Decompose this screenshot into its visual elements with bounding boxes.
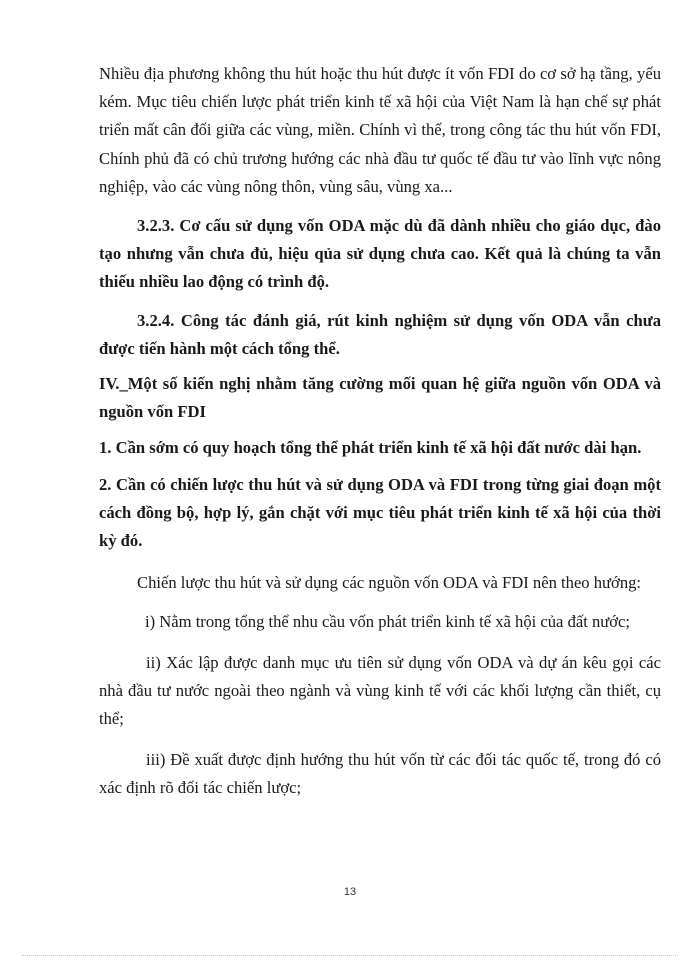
strategy-intro-paragraph: Chiến lược thu hút và sử dụng các nguồn vốn ODA và FDI nên theo hướng: — [137, 573, 642, 593]
page-number: 13 — [343, 886, 357, 898]
page-bottom-divider — [22, 955, 678, 956]
page-body — [99, 60, 661, 803]
section-3-2-3: 3.2.3. Cơ cấu sử dụng vốn ODA mặc dù đã dành nhiều cho giáo dục, đào tạo nhưng vẫn chưa đủ, hiệu qủa sử dụng chưa cao. Kết quả là chúng ta vẫn thiếu nhiều lao động có trình độ. — [99, 216, 661, 292]
recommendation-1: 1. Cần sớm có quy hoạch tổng thể phát triển kinh tế xã hội đất nước dài hạn. — [99, 438, 642, 458]
strategy-item-i: i) Nằm trong tổng thể nhu cầu vốn phát triển kinh tế xã hội của đất nước; — [145, 612, 631, 632]
heading-section-iv: IV._Một số kiến nghị nhằm tăng cường mối quan hệ giữa nguồn vốn ODA và nguồn vốn FDI — [99, 374, 661, 422]
section-3-2-4: 3.2.4. Công tác đánh giá, rút kinh nghiệm sử dụng vốn ODA vẫn chưa được tiến hành một cách tổng thể. — [99, 310, 661, 358]
strategy-item-ii: ii) Xác lập được danh mục ưu tiên sử dụng vốn ODA và dự án kêu gọi các nhà đầu tư nước ngoài theo ngành và vùng kinh tế với các khối lượng cần thiết, cụ thể; — [99, 652, 661, 729]
strategy-item-iii: iii) Đề xuất được định hướng thu hút vốn từ các đối tác quốc tế, trong đó có xác định rõ đối tác chiến lược; — [99, 750, 661, 798]
recommendation-2: 2. Cần có chiến lược thu hút và sử dụng ODA và FDI trong từng giai đoạn một cách đồng bộ, hợp lý, gắn chặt với mục tiêu phát triển kinh tế xã hội của thời kỳ đó. — [99, 474, 661, 551]
paragraph-fdi-infrastructure: Nhiều địa phương không thu hút hoặc thu hút được ít vốn FDI do cơ sở hạ tầng, yếu kém. Mục tiêu chiến lược phát triển kinh tế xã hội của Việt Nam là hạn chế sự phát triển mất cân đối giữa các vùng, miền. Chính vì thế, trong công tác thu hút vốn FDI, Chính phủ đã có chủ trương hướng các nhà đầu tư quốc tế đầu tư vào lĩnh vực nông nghiệp, vào các vùng nông thôn, vùng sâu, vùng xa... — [99, 64, 661, 196]
